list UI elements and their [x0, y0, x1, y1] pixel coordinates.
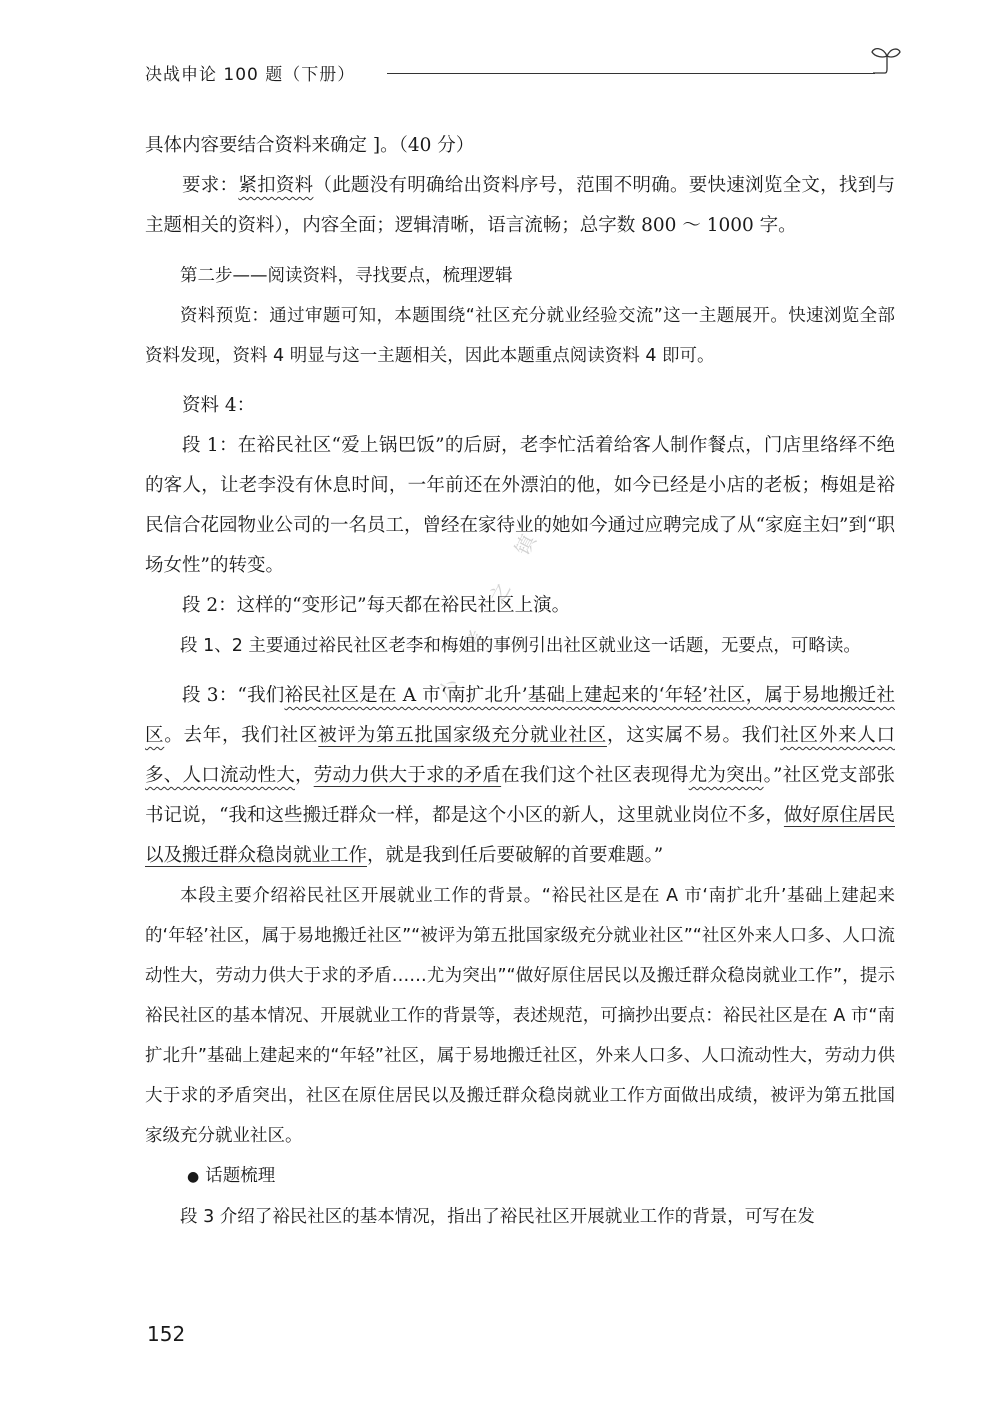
sprout-icon — [867, 42, 903, 82]
underline-community: 裕民社区是在 A 市‘南扩北升’基础上建起来的‘年轻’社区，属于易地搬迁社区 — [145, 685, 895, 746]
page-number: 152 — [147, 1322, 186, 1346]
page-content — [145, 126, 895, 1237]
watermark: 小 考 之 镇 — [433, 517, 548, 704]
topic-heading: ● 话题梳理 — [187, 1166, 276, 1186]
segment-3: 段 3：“我们裕民社区是在 A 市‘南扩北升’基础上建起来的‘年轻’社区，属于易地搬迁社区。去年，我们社区被评为第五批国家级充分就业社区，这实属不易。我们社区外来人口多、人口流动性大，劳动力供大于求的矛盾在我们这个社区表现得尤为突出。”社区党支部张书记说，“我和这些搬迁群众一样，都是这个小区的新人，这里就业岗位不多，做好原住居民以及搬迁群众稳岗就业工作，就是我到任后要破解的首要难题。” — [145, 685, 895, 866]
key-phrase: 紧扣资料 — [238, 175, 314, 196]
segment-2: 段 2：这样的“变形记”每天都在裕民社区上演。 — [182, 595, 571, 616]
segment-1: 段 1：在裕民社区“爱上锅巴饭”的后厨，老李忙活着给客人制作餐点，门店里络绎不绝的客人，让老李没有休息时间，一年前还在外漂泊的他，如今已经是小店的老板；梅姐是裕民信合花园物业公司的一名员工，曾经在家待业的她如今通过应聘完成了从“家庭主妇”到“职场女性”的转变。 — [145, 435, 895, 576]
question-tail: 具体内容要结合资料来确定 ]。（40 分） — [145, 135, 475, 156]
requirements: 要求：紧扣资料（此题没有明确给出资料序号，范围不明确。要快速浏览全文，找到与主题相关的资料），内容全面；逻辑清晰，语言流畅；总字数 800 ～ 1000 字。 — [145, 175, 895, 236]
page-header — [145, 58, 905, 88]
topic-summary: 段 3 介绍了裕民社区的基本情况，指出了裕民社区开展就业工作的背景，可写在发 — [180, 1207, 815, 1227]
segment-3-analysis: 本段主要介绍裕民社区开展就业工作的背景。“裕民社区是在 A 市‘南扩北升’基础上建起来的‘年轻’社区，属于易地搬迁社区”“被评为第五批国家级充分就业社区”“社区外来人口多、人口流动性大，劳动力供大于求的矛盾……尤为突出”“做好原住居民以及搬迁群众稳岗就业工作”，提示裕民社区的基本情况、开展就业工作的背景等，表述规范，可摘抄出要点：裕民社区是在 A 市“南扩北升”基础上建起来的“年轻”社区，属于易地搬迁社区，外来人口多、人口流动性大，劳动力供大于求的矛盾突出，社区在原住居民以及搬迁群众稳岗就业工作方面做出成绩，被评为第五批国家级充分就业社区。 — [145, 886, 895, 1146]
underline-award: 被评为第五批国家级充分就业社区 — [318, 725, 607, 746]
book-title: 决战申论 100 题（下册） — [145, 65, 356, 85]
underline-prominent: 尤为突出 — [688, 765, 764, 786]
segment-1-2-note: 段 1、2 主要通过裕民社区老李和梅姐的事例引出社区就业这一话题，无要点，可略读。 — [180, 636, 861, 656]
underline-population: 社区外来人口多、人口流动性大 — [145, 725, 895, 786]
material-label: 资料 4： — [182, 395, 256, 416]
underline-employment: 做好原住居民以及搬迁群众稳岗就业工作 — [145, 805, 895, 866]
header-rule — [387, 73, 875, 74]
bullet-icon: ● — [187, 1169, 200, 1185]
underline-labor: 劳动力供大于求的矛盾 — [313, 765, 502, 786]
material-preview: 资料预览：通过审题可知，本题围绕“社区充分就业经验交流”这一主题展开。快速浏览全部资料发现，资料 4 明显与这一主题相关，因此本题重点阅读资料 4 即可。 — [145, 306, 895, 366]
step-heading: 第二步——阅读资料，寻找要点，梳理逻辑 — [180, 266, 513, 286]
